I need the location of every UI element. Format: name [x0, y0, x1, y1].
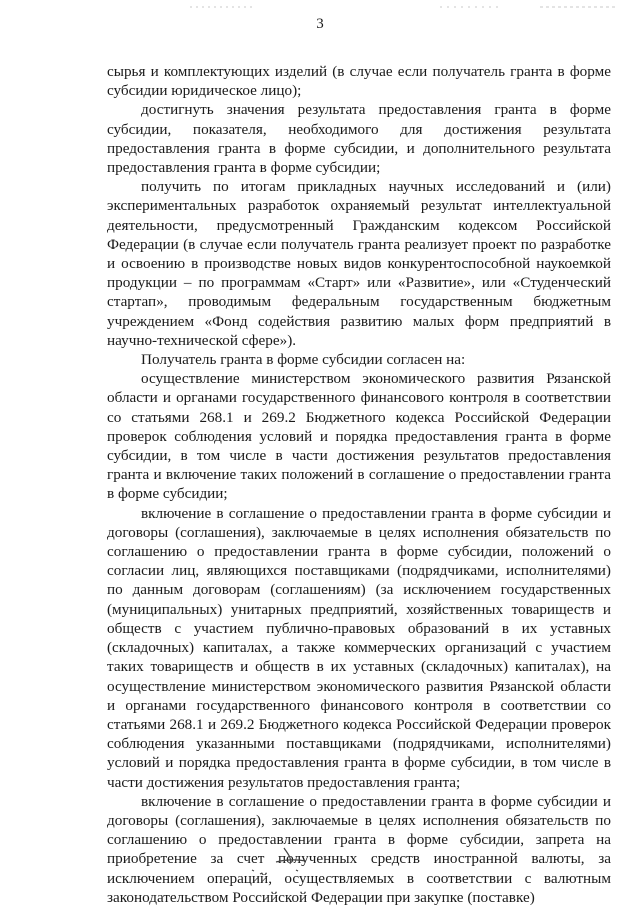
- paragraph-achieve-results: достигнуть значения результата предоставления гранта в форме субсидии, показателя, необходимого для достижения результата предоставления гранта в форме субсидии, и дополнительного результата предоставления гранта в форме субсидии;: [107, 101, 611, 177]
- page-number: 3: [316, 16, 324, 32]
- paragraph-consent-intro: Получатель гранта в форме субсидии согласен на:: [141, 351, 466, 369]
- paragraph-supplier-consent: включение в соглашение о предоставлении гранта в форме субсидии и договоры (соглашения), заключаемые в целях исполнения обязательств по соглашению о предоставлении гранта в форме субсидии, положений о согласии лиц, являющихся поставщиками (подрядчиками, исполнителями) по данным договорам (соглашениям) (за исключением государственных (муниципальных) унитарных предприятий, хозяйственных товариществ и обществ с участием публично-правовых образований в их уставных (складочных) капиталах, а также коммерческих организаций с участием таких товариществ и обществ в их уставных (складочных) капиталах), на осуществление министерством экономического развития Рязанской области и органами государственного финансового контроля в соответствии со статьями 268.1 и 269.2 Бюджетного кодекса Российской Федерации проверок соблюдения указанными поставщиками (подрядчиками, исполнителями) условий и порядка предоставления гранта в форме субсидии, в том числе в части достижения результатов предоставления гранта;: [107, 504, 611, 791]
- scan-artifact-marks: [0, 2, 640, 10]
- signature-mark: [232, 840, 322, 880]
- document-body: [107, 62, 611, 907]
- paragraph-continuation: сырья и комплектующих изделий (в случае если получатель гранта в форме субсидии юридическое лицо);: [107, 63, 611, 100]
- paragraph-intellectual-property: получить по итогам прикладных научных исследований и (или) экспериментальных разработок охраняемый результат интеллектуальной деятельности, предусмотренный Гражданским кодексом Российской Федерации (в случае если получатель гранта реализует проект по разработке и освоению в производстве новых видов конкурентоспособной наукоемкой продукции – по программам «Старт» или «Развитие», или «Студенческий стартап», проводимым федеральным государственным бюджетным учреждением «Фонд содействия развитию малых форм предприятий в научно-технической сфере»).: [107, 178, 611, 349]
- paragraph-inspection-consent: осуществление министерством экономического развития Рязанской области и органами государственного финансового контроля в соответствии со статьями 268.1 и 269.2 Бюджетного кодекса Российской Федерации проверок соблюдения условий и порядка предоставления гранта в форме субсидии, в том числе в части достижения результатов предоставления гранта и включение таких положений в соглашение о предоставлении гранта в форме субсидии;: [107, 370, 611, 503]
- paragraph-currency-prohibition: включение в соглашение о предоставлении гранта в форме субсидии и договоры (соглашения), заключаемые в целях исполнения обязательств по соглашению о предоставлении гранта в форме субсидии, запрета на приобретение за счет полученных средств иностранной валюты, за исключением операций, осуществляемых в соответствии с валютным законодательством Российской Федерации при закупке (поставке): [107, 792, 611, 906]
